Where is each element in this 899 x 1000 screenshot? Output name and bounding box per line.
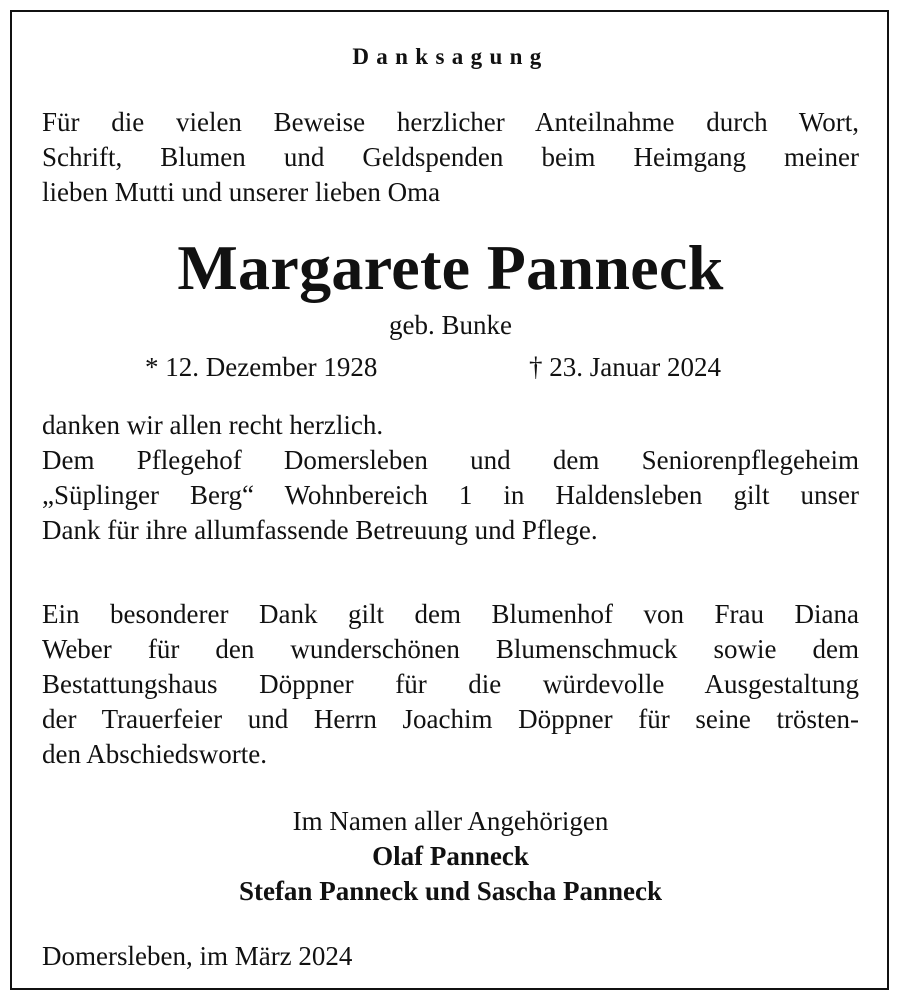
- deceased-name: Margarete Panneck: [177, 232, 724, 303]
- place-and-date: Domersleben, im März 2024: [42, 941, 353, 971]
- intro-line: lieben Mutti und unserer lieben Oma: [42, 177, 441, 207]
- special-thanks-line: Ein besonderer Dank gilt dem Blumenhof von Frau Diana: [42, 599, 859, 629]
- notice-content: [42, 12, 859, 988]
- maiden-name: geb. Bunke: [389, 310, 512, 340]
- special-thanks-paragraph: [42, 597, 859, 772]
- intro-paragraph: [42, 105, 859, 210]
- special-thanks-line: den Abschiedsworte.: [42, 739, 267, 769]
- special-thanks-line: Weber für den wunderschönen Blumenschmuck sowie dem: [42, 634, 859, 664]
- special-thanks-line: der Trauerfeier und Herrn Joachim Döppner für seine trösten-: [42, 704, 859, 734]
- thanks-line: „Süplinger Berg“ Wohnbereich 1 in Haldensleben gilt unser: [42, 480, 859, 510]
- intro-line: Für die vielen Beweise herzlicher Anteilnahme durch Wort,: [42, 107, 859, 137]
- special-thanks-line: Bestattungshaus Döppner für die würdevolle Ausgestaltung: [42, 669, 859, 699]
- intro-line: Schrift, Blumen und Geldspenden beim Heimgang meiner: [42, 142, 859, 172]
- notice-heading: Danksagung: [352, 44, 549, 69]
- signature-block: [42, 804, 859, 909]
- on-behalf-text: Im Namen aller Angehörigen: [292, 806, 609, 836]
- death-date: † 23. Januar 2024: [529, 352, 721, 382]
- birth-date: * 12. Dezember 1928: [145, 352, 378, 382]
- notice-frame: [10, 10, 889, 990]
- life-dates: [42, 350, 859, 385]
- thanks-line: Dank für ihre allumfassende Betreuung und Pflege.: [42, 515, 598, 545]
- signer-name: Olaf Panneck: [372, 841, 529, 871]
- thanks-paragraph: [42, 408, 859, 548]
- signer-names: Stefan Panneck und Sascha Panneck: [238, 876, 663, 906]
- thanks-line: danken wir allen recht herzlich.: [42, 410, 384, 440]
- thanks-line: Dem Pflegehof Domersleben und dem Seniorenpflegeheim: [42, 445, 859, 475]
